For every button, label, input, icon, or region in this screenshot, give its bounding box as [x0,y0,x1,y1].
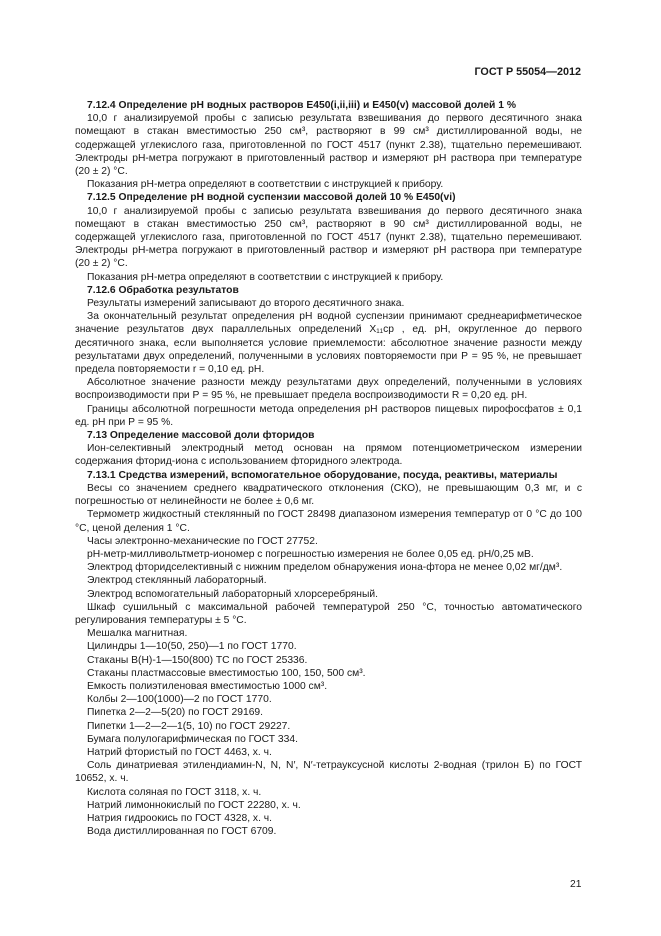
section-heading: 7.13.1 Средства измерений, вспомогательное оборудование, посуда, реактивы, материалы [87,469,558,481]
document-body [75,99,582,838]
paragraph: Электрод вспомогательный лабораторный хлорсеребряный. [87,588,378,600]
paragraph: Электрод фторидселективный с нижним пределом обнаружения иона-фтора не менее 0,02 мг/дм³. [87,562,563,574]
paragraph: Бумага полулогарифмическая по ГОСТ 334. [87,733,298,745]
paragraph: Показания рН-метра определяют в соответствии с инструкцией к прибору. [87,179,444,191]
paragraph: Цилиндры 1—10(50, 250)—1 по ГОСТ 1770. [87,641,297,653]
paragraph: За окончательный результат определения рН водной суспензии принимают среднеарифметическое значение результатов двух параллельных определений X₁₁ср , ед. рН, округленное до первого десятичного знака, если выполняется условие приемлемости: абсолютное значение разности между результатами двух определений, полученными в условиях повторяемости при Р = 95 %, не превышает предела повторяемости r = 0,10 ед. рН. [75,311,582,376]
document-header: ГОСТ Р 55054—2012 [474,66,581,78]
section-heading: 7.12.6 Обработка результатов [87,284,239,296]
paragraph: Соль динатриевая этилендиамин-N, N, N′, N′-тетрауксусной кислоты 2-водная (трилон Б) по ГОСТ 10652, х. ч. [75,760,582,785]
paragraph: Натрий лимоннокислый по ГОСТ 22280, х. ч. [87,799,301,811]
paragraph: Абсолютное значение разности между результатами двух определений, полученными в условиях воспроизводимости при Р = 95 %, не превышает предела воспроизводимости R = 0,20 ед. рН. [75,377,582,402]
paragraph: Шкаф сушильный с максимальной рабочей температурой 250 °С, точностью автоматического регулирования температуры ± 5 °С. [75,601,582,626]
paragraph: Термометр жидкостный стеклянный по ГОСТ 28498 диапазоном измерения температур от 0 °С до 100 °С, ценой деления 1 °С. [75,509,582,534]
paragraph: Натрия гидроокись по ГОСТ 4328, х. ч. [87,812,273,824]
section-heading: 7.12.4 Определение рН водных растворов Е450(i,ii,iii) и Е450(v) массовой долей 1 % [87,100,516,111]
paragraph: Вода дистиллированная по ГОСТ 6709. [87,826,277,838]
paragraph: Натрий фтористый по ГОСТ 4463, х. ч. [87,746,272,758]
paragraph: 10,0 г анализируемой пробы с записью результата взвешивания до первого десятичного знака помещают в стакан вместимостью 250 см³, растворяют в 90 см³ дистиллированной воды, не содержащей углекислого газа, приготовленной по ГОСТ 4517 (пункт 2.38), тщательно перемешивают. Электроды рН-метра погружают в приготовленный раствор и измеряют рН раствора при температуре (20 ± 2) °С. [75,205,582,270]
paragraph: Результаты измерений записывают до второго десятичного знака. [87,298,405,310]
paragraph: Мешалка магнитная. [87,628,188,640]
paragraph: Границы абсолютной погрешности метода определения рН растворов пищевых пирофосфатов ± 0,1 ед. рН при Р = 95 %. [75,403,582,428]
paragraph: Стаканы пластмассовые вместимостью 100, 150, 500 см³. [87,667,366,679]
paragraph: Кислота соляная по ГОСТ 3118, х. ч. [87,786,262,798]
paragraph: 10,0 г анализируемой пробы с записью результата взвешивания до первого десятичного знака помещают в стакан вместимостью 250 см³, растворяют в 99 см³ дистиллированной воды, не содержащей углекислого газа, приготовленной по ГОСТ 4517 (пункт 2.38), тщательно перемешивают. Электроды рН-метра погружают в приготовленный раствор и измеряют рН раствора при температуре (20 ± 2) °С. [75,113,582,178]
section-heading: 7.12.5 Определение рН водной суспензии массовой долей 10 % Е450(vi) [87,192,456,204]
paragraph: Часы электронно-механические по ГОСТ 27752. [87,535,318,547]
paragraph: Пипетки 1—2—2—1(5, 10) по ГОСТ 29227. [87,720,291,732]
paragraph: Электрод стеклянный лабораторный. [87,575,267,587]
paragraph: Емкость полиэтиленовая вместимостью 1000 см³. [87,680,328,692]
paragraph: рН-метр-милливольтметр-иономер с погрешностью измерения не более 0,05 ед. рН/0,25 мВ. [87,548,534,560]
paragraph: Стаканы В(Н)-1—150(800) ТС по ГОСТ 25336. [87,654,308,666]
paragraph: Колбы 2—100(1000)—2 по ГОСТ 1770. [87,694,272,706]
paragraph: Показания рН-метра определяют в соответствии с инструкцией к прибору. [87,271,444,283]
paragraph: Пипетка 2—2—5(20) по ГОСТ 29169. [87,707,264,719]
section-heading: 7.13 Определение массовой доли фторидов [87,430,315,442]
page-number: 21 [570,879,582,890]
paragraph: Ион-селективный электродный метод основан на прямом потенциометрическом измерении содержания фторид-иона с использованием фторидного электрода. [75,443,582,468]
paragraph: Весы со значением среднего квадратического отклонения (СКО), не превышающим 0,3 мг, и с погрешностью от нелинейности не более ± 0,6 мг. [75,482,582,508]
